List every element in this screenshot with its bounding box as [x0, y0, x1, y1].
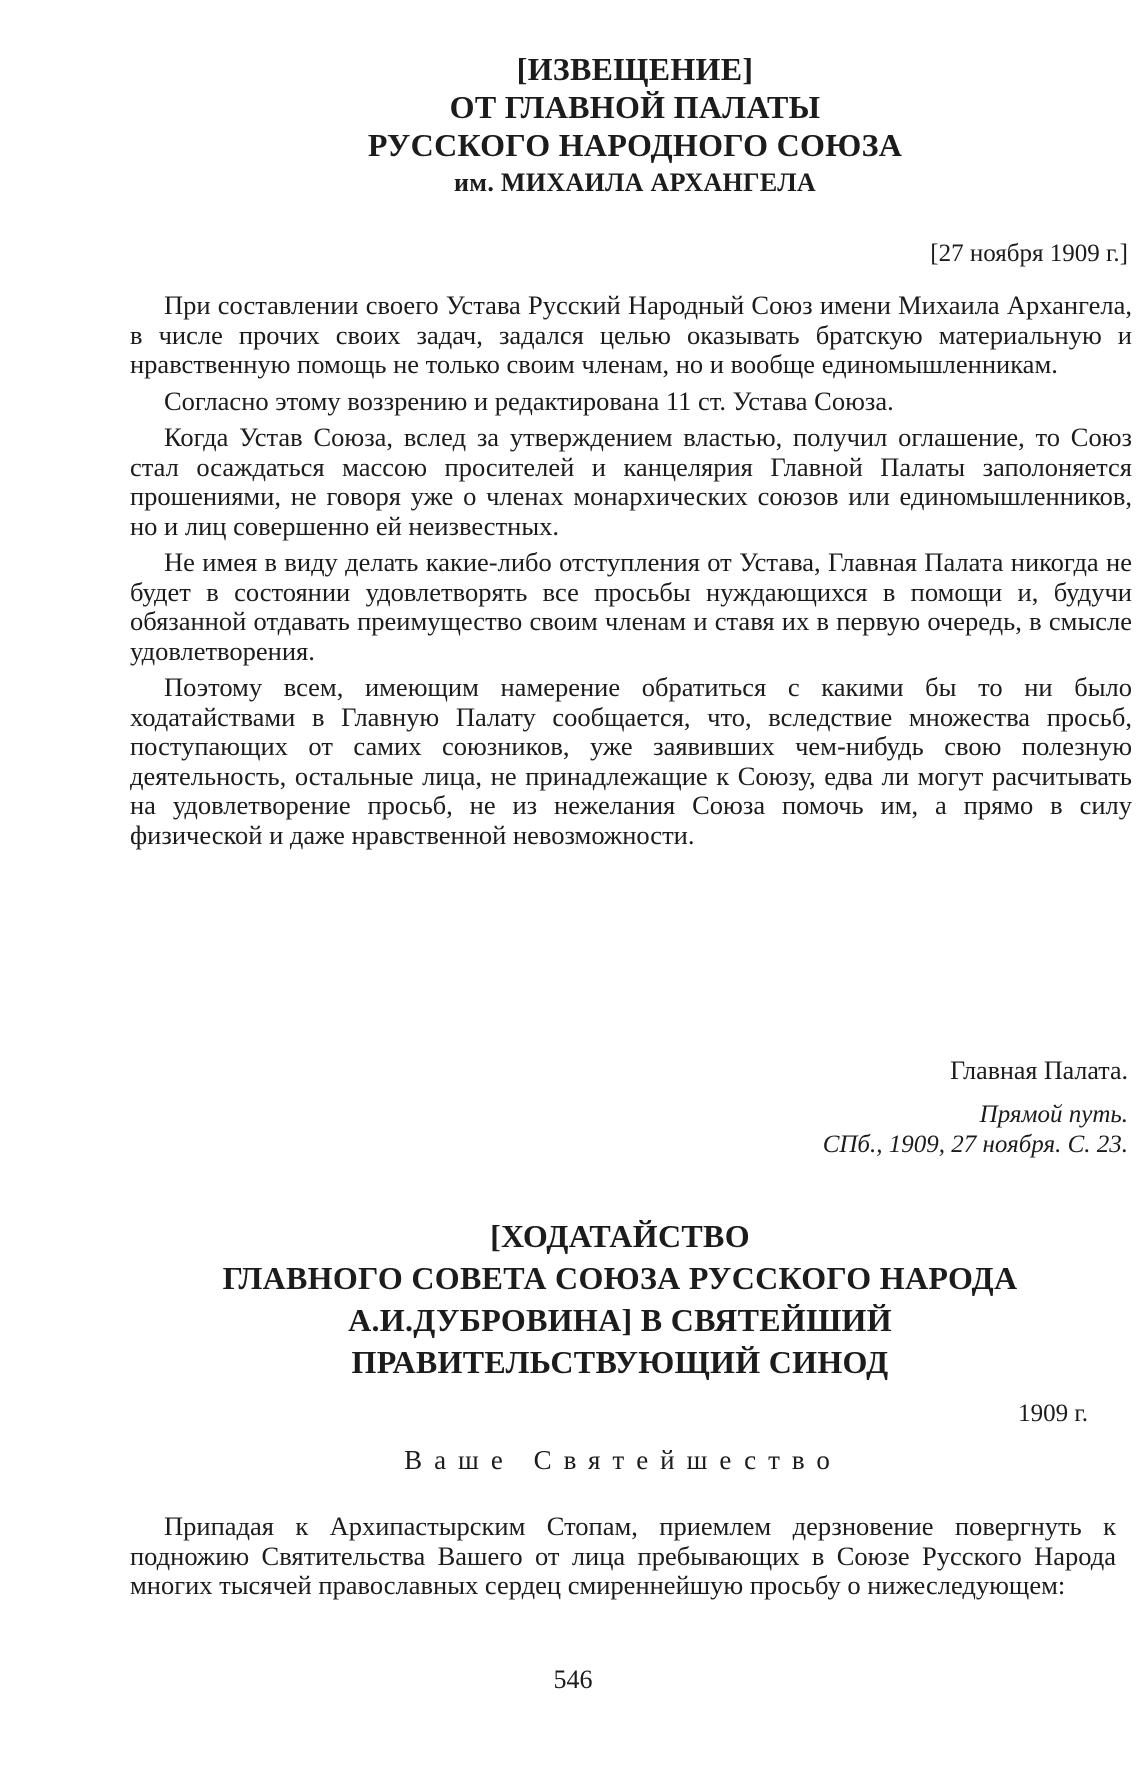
- page-number: 546: [553, 1665, 593, 1694]
- petition-body: [130, 1512, 1116, 1608]
- notice-paragraph: Не имея в виду делать какие-либо отступления от Устава, Главная Палата никогда не будет в состоянии удовлетворять все просьбы нуждающихся в помощи и, будучи обязанной отдавать преимущество своим членам и ставя их в первую очередь, в смысле удовлетворения.: [130, 547, 1132, 666]
- notice-signature: Главная Палата.: [950, 1056, 1128, 1085]
- notice-date: [27 ноября 1909 г.]: [930, 240, 1128, 267]
- notice-paragraph: Когда Устав Союза, вслед за утверждением властью, получил оглашение, то Союз стал осаждаться массою просителей и канцелярия Главной Палаты заполоняется прошениями, не говоря уже о членах монархических союзов или единомышленников, но и лиц совершенно ей неизвестных.: [130, 422, 1132, 541]
- petition-salutation: Ваше Святейшество: [404, 1445, 842, 1475]
- petition-paragraph: Припадая к Архипастырским Стопам, приемлем дерзновение повергнуть к подножию Святительства Вашего от лица пребывающих в Союзе Русского Народа многих тысячей православных сердец смиреннейшую просьбу о нижеследующем:: [130, 1511, 1116, 1600]
- source-details: СПб., 1909, 27 ноября. С. 23.: [822, 1131, 1128, 1158]
- petition-date: 1909 г.: [1018, 1400, 1088, 1427]
- notice-paragraph: Согласно этому воззрению и редактирована 11 ст. Устава Союза.: [164, 385, 894, 416]
- notice-title: [190, 50, 1080, 202]
- notice-title-line: РУССКОГО НАРОДНОГО СОЮЗА: [367, 127, 903, 163]
- petition-title-line: А.И.ДУБРОВИНА] В СВЯТЕЙШИЙ: [348, 1302, 892, 1338]
- petition-title-line: [ХОДАТАЙСТВО: [490, 1218, 750, 1254]
- petition-title-line: ПРАВИТЕЛЬСТВУЮЩИЙ СИНОД: [351, 1344, 889, 1380]
- notice-title-line: ОТ ГЛАВНОЙ ПАЛАТЫ: [449, 89, 821, 125]
- notice-paragraph: При составлении своего Устава Русский Народный Союз имени Михаила Архангела, в числе прочих своих задач, задался целью оказывать братскую материальную и нравственную помощь не только своим членам, но и вообще единомышленникам.: [130, 290, 1132, 379]
- notice-title-line: [ИЗВЕЩЕНИЕ]: [516, 51, 754, 87]
- petition-title: [150, 1215, 1090, 1383]
- petition-title-line: ГЛАВНОГО СОВЕТА СОЮЗА РУССКОГО НАРОДА: [222, 1260, 1018, 1296]
- notice-paragraph: Поэтому всем, имеющим намерение обратиться с какими бы то ни было ходатайствами в Главную Палату сообщается, что, вследствие множества просьб, поступающих от самих союзников, уже заявивших чем-нибудь свою полезную деятельность, остальные лица, не принадлежащие к Союзу, едва ли могут расчитывать на удовлетворение просьб, не из нежелания Союза помочь им, а прямо в силу физической и даже нравственной невозможности.: [130, 672, 1132, 850]
- notice-body: [130, 291, 1132, 857]
- notice-title-line: им. МИХАИЛА АРХАНГЕЛА: [454, 168, 816, 197]
- source-publication: Прямой путь.: [979, 1101, 1128, 1128]
- notice-source: [823, 1100, 1128, 1160]
